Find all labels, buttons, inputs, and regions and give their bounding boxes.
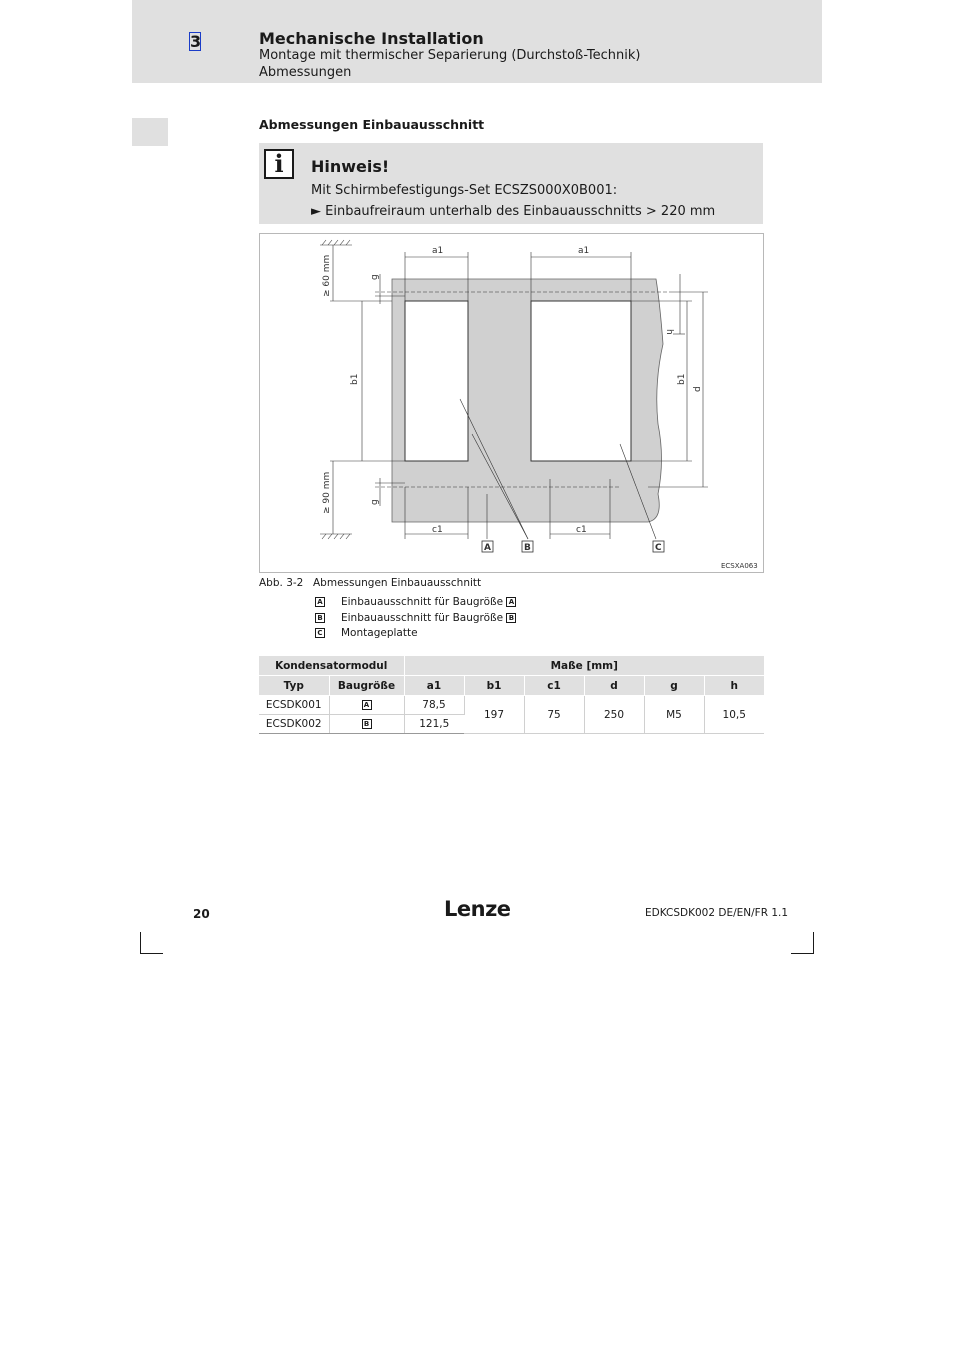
page-subtitle-2: Abmessungen	[259, 65, 352, 80]
table-group-header: Maße [mm]	[404, 656, 764, 676]
note-text: Mit Schirmbefestigungs-Set ECSZS000X0B001:	[311, 183, 618, 198]
legend-size: A	[506, 597, 516, 607]
cell-b1: 197	[464, 696, 524, 734]
cell-size: B	[362, 719, 372, 729]
dim-a1-left: a1	[432, 246, 444, 256]
crop-mark	[791, 953, 814, 954]
section-title: Abmessungen Einbauausschnitt	[259, 117, 485, 132]
crop-mark	[813, 932, 814, 954]
cell-g: M5	[644, 696, 704, 734]
side-tab	[132, 118, 168, 146]
cell-typ: ECSDK002	[259, 715, 329, 734]
page-subtitle: Montage mit thermischer Separierung (Durchstoß-Technik)	[259, 48, 641, 63]
legend-key: C	[315, 628, 325, 638]
caption-text: Abmessungen Einbauausschnitt	[313, 577, 482, 589]
column-header: h	[704, 676, 764, 696]
note-bullet: ► Einbaufreiraum unterhalb des Einbauausschnitts > 220 mm	[311, 204, 716, 219]
note-title: Hinweis!	[311, 157, 390, 176]
callout-c: C	[655, 543, 662, 553]
legend-text: Einbauausschnitt für Baugröße	[341, 596, 504, 608]
dim-a1-right: a1	[578, 246, 590, 256]
dim-min-top: ≥ 60 mm	[322, 254, 332, 297]
cell-size: A	[362, 700, 372, 710]
table-row	[259, 696, 764, 715]
column-header: a1	[404, 676, 464, 696]
dim-b1-left: b1	[350, 373, 360, 385]
cell-h: 10,5	[704, 696, 764, 734]
dim-b1-right: b1	[677, 373, 687, 385]
dim-min-bottom: ≥ 90 mm	[322, 471, 332, 514]
cell-a1: 121,5	[404, 715, 464, 734]
legend-text: Montageplatte	[341, 627, 418, 639]
crop-mark	[140, 932, 141, 954]
legend-item	[315, 612, 516, 624]
dim-h: h	[664, 329, 674, 335]
document-id: EDKCSDK002 DE/EN/FR 1.1	[645, 907, 789, 919]
column-header: Typ	[259, 676, 329, 696]
dim-d: d	[693, 386, 703, 392]
dim-c1-left: c1	[432, 525, 443, 535]
legend-size: B	[506, 613, 516, 623]
dim-c1-right: c1	[576, 525, 587, 535]
legend-item	[315, 627, 418, 639]
cell-d: 250	[584, 696, 644, 734]
page-title: Mechanische Installation	[259, 29, 484, 48]
column-header: g	[644, 676, 704, 696]
info-icon: i	[264, 149, 294, 179]
cutout-b	[531, 301, 631, 461]
lenze-logo: Lenze	[444, 897, 511, 921]
figure-code: ECSXA063	[721, 562, 758, 570]
page-number: 20	[193, 907, 210, 921]
dimensions-table	[259, 656, 764, 734]
cutout-a	[405, 301, 468, 461]
figure-caption	[259, 577, 481, 589]
dim-g-top: g	[370, 274, 380, 280]
callout-b: B	[524, 543, 531, 553]
legend-item	[315, 596, 516, 608]
column-header: d	[584, 676, 644, 696]
dimension-drawing	[259, 233, 764, 573]
legend-text: Einbauausschnitt für Baugröße	[341, 612, 504, 624]
caption-label: Abb. 3-2	[259, 577, 304, 589]
legend-key: A	[315, 597, 325, 607]
cell-c1: 75	[524, 696, 584, 734]
column-header: c1	[524, 676, 584, 696]
legend-key: B	[315, 613, 325, 623]
column-header: Baugröße	[329, 676, 404, 696]
cell-typ: ECSDK001	[259, 696, 329, 715]
crop-mark	[140, 953, 163, 954]
table-group-header: Kondensatormodul	[259, 656, 404, 676]
column-header: b1	[464, 676, 524, 696]
dim-g-bottom: g	[370, 499, 380, 505]
cell-a1: 78,5	[404, 696, 464, 715]
chapter-badge: 3	[190, 32, 202, 51]
callout-a: A	[484, 543, 491, 553]
